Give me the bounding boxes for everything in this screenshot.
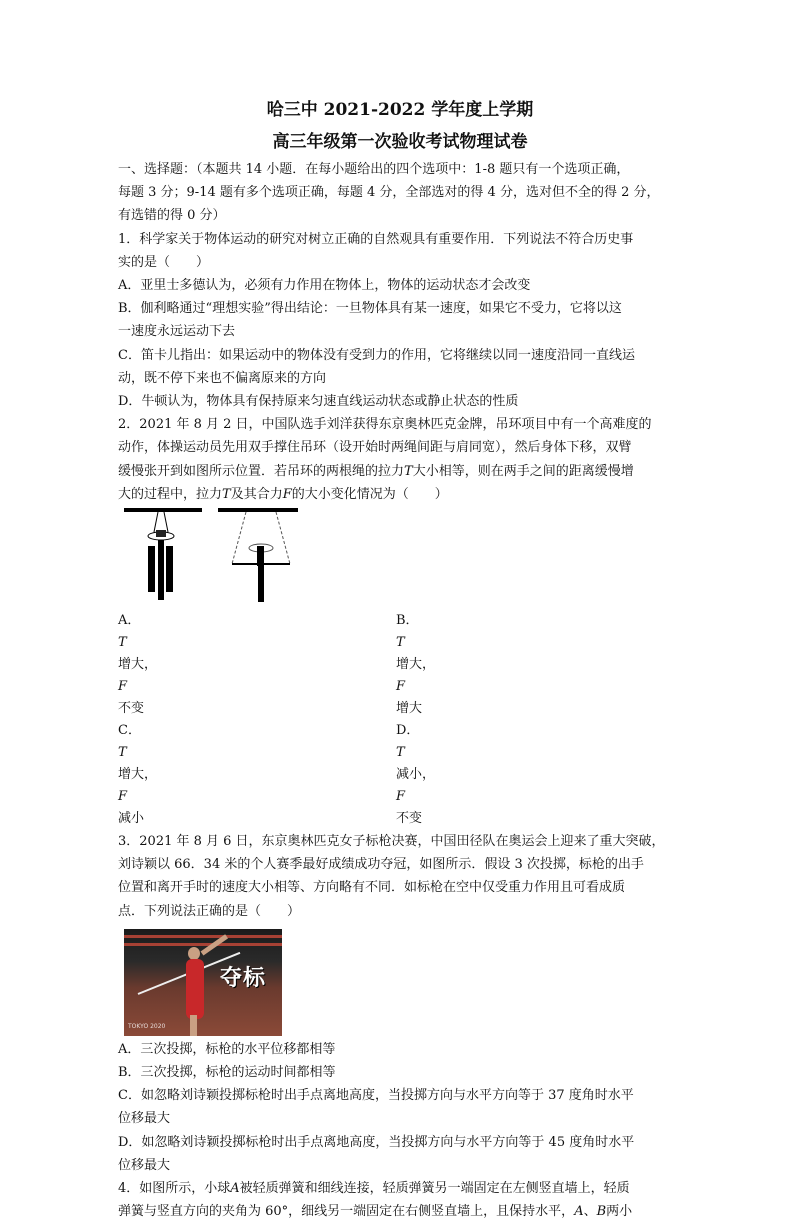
- athlete-head: [188, 947, 200, 960]
- question-4-stem: 4．如图所示，小球A被轻质弹簧和细线连接，轻质弹簧另一端固定在左侧竖直墙上，轻质 弹簧与竖直方向的夹角为 60°，细线另一端固定在右侧竖直墙上，且保持水平，A、B两小: [118, 1181, 633, 1220]
- question-1-option-a: A．亚里士多德认为，必须有力作用在物体上，物体的运动状态才会改变: [118, 278, 531, 294]
- question-3-option-d: D．如忽略刘诗颖投掷标枪时出手点离地高度，当投掷方向与水平方向等于 45 度角时水平 位移最大: [118, 1134, 635, 1173]
- question-3-option-a: A．三次投掷，标枪的水平位移都相等: [118, 1041, 336, 1057]
- exam-page: [118, 94, 678, 1223]
- question-2-option-d: D． T 减小， F 不变: [396, 723, 436, 827]
- question-1-stem: 1．科学家关于物体运动的研究对树立正确的自然观具有重要作用．下列说法不符合历史事 实的是（ ）: [118, 231, 634, 270]
- question-1-option-c: C．笛卡儿指出：如果运动中的物体没有受到力的作用，它将继续以同一速度沿同一直线运 动，既不停下来也不偏离原来的方向: [118, 347, 635, 386]
- question-2-option-b: B． T 增大， F 增大: [396, 613, 436, 717]
- question-2: [118, 413, 678, 830]
- exam-title-line2: 高三年级第一次验收考试物理试卷: [272, 132, 528, 152]
- question-3-option-c: C．如忽略刘诗颖投掷标枪时出手点离地高度，当投掷方向与水平方向等于 37 度角时水平 位移最大: [118, 1088, 634, 1127]
- question-2-options-row1: [118, 610, 678, 720]
- question-2-option-c: C． T 增大， F 减小: [118, 723, 158, 827]
- question-1: [118, 228, 678, 414]
- question-1-option-b: B．伽利略通过“理想实验”得出结论：一旦物体具有某一速度，如果它不受力，它将以这 一速度永远运动下去: [118, 301, 622, 340]
- question-3: [118, 830, 678, 1177]
- rings-diagram: [118, 506, 318, 606]
- question-2-option-a: A． T 增大， F 不变: [118, 613, 158, 717]
- olympics-badge: TOKYO 2020: [128, 1022, 166, 1030]
- athlete-figure: [186, 959, 204, 1019]
- question-2-stem: 2．2021 年 8 月 2 日，中国队选手刘洋获得东京奥林匹克金牌，吊环项目中有一个高难度的 动作，体操运动员先用双手撑住吊环（设开始时两绳间距与肩同宽），然后身体下移，双臂 缓慢张开到如图所示位置．若吊环的两根绳的拉力T大小相等，则在两手之间的距离缓慢增 大的过程中，拉力T及其合力F的大小变化情况为（ ）: [118, 417, 652, 502]
- rings-figure: [118, 506, 678, 610]
- photo-caption: 夺标: [220, 965, 267, 991]
- section-instructions: 一、选择题：（本题共 14 小题．在每小题给出的四个选项中：1-8 题只有一个选项正确， 每题 3 分；9-14 题有多个选项正确，每题 4 分，全部选对的得 4 分，选对但不全的得 2 分， 有选错的得 0 分）: [118, 162, 660, 224]
- question-2-options-row2: [118, 720, 678, 830]
- question-1-option-d: D．牛顿认为，物体具有保持原来匀速直线运动状态或静止状态的性质: [118, 394, 519, 410]
- question-3-option-b: B．三次投掷，标枪的运动时间都相等: [118, 1065, 336, 1081]
- exam-title-line1: 哈三中 2021-2022 学年度上学期: [266, 100, 534, 120]
- javelin-photo: [124, 929, 282, 1036]
- question-3-stem: 3．2021 年 8 月 6 日，东京奥林匹克女子标枪决赛，中国田径队在奥运会上迎来了重大突破， 刘诗颖以 66．34 米的个人赛季最好成绩成功夺冠，如图所示．假设 3 次投掷，标枪的出手 位置和离开手时的速度大小相等、方向略有不同．如标枪在空中仅受重力作用且可看成质 点．下列说法正确的是（ ）: [118, 834, 665, 919]
- question-4: [118, 1177, 678, 1223]
